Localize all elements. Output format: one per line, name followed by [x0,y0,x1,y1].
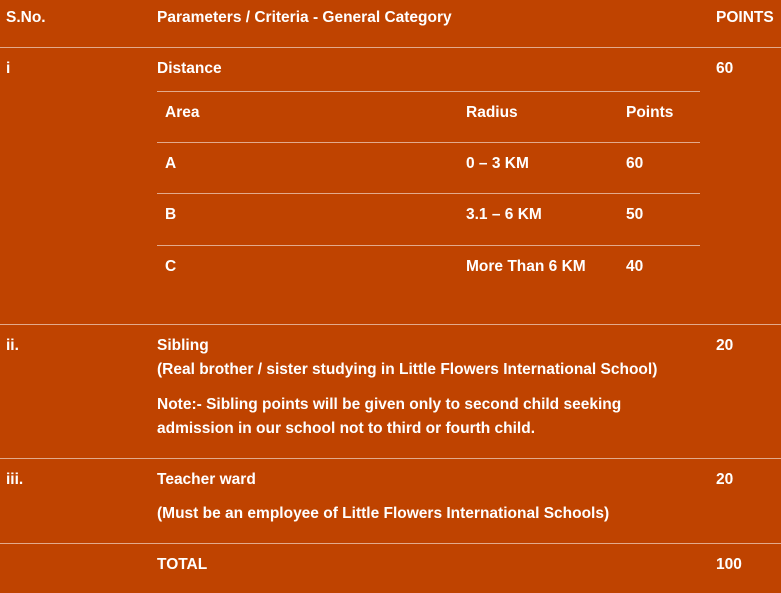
subtable-divider [157,91,700,92]
row-distance-points: 60 [716,60,734,77]
subtable-row-area: C [165,258,177,275]
subtable-row-radius: 3.1 – 6 KM [466,206,542,223]
total-label: TOTAL [157,556,208,573]
subtable-row-points: 40 [626,258,644,275]
header-parameters: Parameters / Criteria - General Category [157,9,452,26]
subtable-header-area: Area [165,104,200,121]
divider [0,543,781,544]
row-teacher-title: Teacher ward [157,471,256,488]
subtable-row-area: B [165,206,177,223]
row-sibling-subtitle: (Real brother / sister studying in Little Flowers International School) [157,361,658,378]
header-points: POINTS [716,9,774,26]
subtable-row-radius: 0 – 3 KM [466,155,529,172]
row-sibling-title: Sibling [157,337,209,354]
divider [0,324,781,325]
row-sibling-note: Note:- Sibling points will be given only to second child seeking admission in our school not to third or fourth child. [157,396,622,437]
subtable-divider [157,245,700,246]
subtable-header-points: Points [626,104,674,121]
subtable-row-points: 50 [626,206,644,223]
distance-subtable [157,91,700,246]
divider [0,47,781,48]
subtable-divider [157,142,700,143]
row-distance-sno: i [6,60,11,77]
subtable-row-points: 60 [626,155,644,172]
subtable-row-radius: More Than 6 KM [466,258,586,275]
row-distance-title: Distance [157,60,222,77]
row-teacher-subtitle: (Must be an employee of Little Flowers International Schools) [157,505,610,522]
row-teacher-sno: iii. [6,471,24,488]
subtable-row-area: A [165,155,177,172]
subtable-header-radius: Radius [466,104,518,121]
row-sibling-sno: ii. [6,337,19,354]
divider [0,458,781,459]
header-sno: S.No. [6,9,46,26]
subtable-divider [157,193,700,194]
row-sibling-points: 20 [716,337,734,354]
row-teacher-points: 20 [716,471,734,488]
total-points: 100 [716,556,742,573]
